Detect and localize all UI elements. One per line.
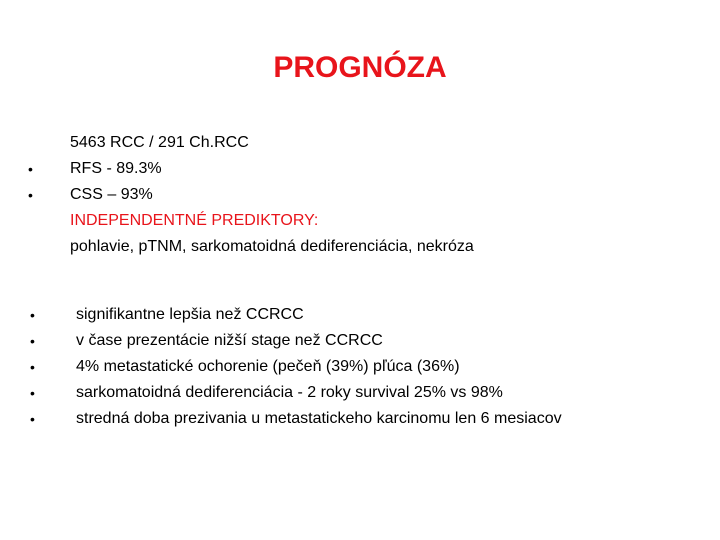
list-item — [30, 380, 562, 406]
list-item-text: stredná doba prezivania u metastatickeho karcinomu len 6 mesiacov — [76, 410, 562, 427]
slide-title: PROGNÓZA — [273, 51, 447, 84]
bullet-icon: • — [30, 385, 35, 401]
summary-text: 5463 RCC / 291 Ch.RCC — [70, 134, 249, 151]
summary-text: RFS - 89.3% — [70, 160, 162, 177]
predictors-list: pohlavie, pTNM, sarkomatoidná dediferenciácia, nekróza — [70, 238, 474, 255]
findings-list — [30, 302, 562, 432]
list-item — [30, 328, 562, 354]
bullet-icon: • — [28, 187, 33, 203]
summary-line-predictors — [70, 234, 474, 260]
list-item-text: v čase prezentácie nižší stage než CCRCC — [76, 332, 383, 349]
predictors-heading: INDEPENDENTNÉ PREDIKTORY: — [70, 212, 319, 229]
bullet-icon: • — [28, 161, 33, 177]
list-item — [30, 354, 562, 380]
list-item — [30, 302, 562, 328]
summary-line-predictors-heading — [70, 208, 474, 234]
bullet-icon: • — [30, 333, 35, 349]
list-item-text: sarkomatoidná dediferenciácia - 2 roky survival 25% vs 98% — [76, 384, 503, 401]
summary-line-cases — [70, 130, 474, 156]
summary-line-css — [28, 182, 474, 208]
bullet-icon: • — [30, 307, 35, 323]
list-item-text: signifikantne lepšia než CCRCC — [76, 306, 304, 323]
summary-text: CSS – 93% — [70, 186, 153, 203]
list-item-text: 4% metastatické ochorenie (pečeň (39%) pľúca (36%) — [76, 358, 460, 375]
bullet-icon: • — [30, 411, 35, 427]
summary-block — [28, 130, 474, 260]
list-item — [30, 406, 562, 432]
bullet-icon: • — [30, 359, 35, 375]
summary-line-rfs — [28, 156, 474, 182]
